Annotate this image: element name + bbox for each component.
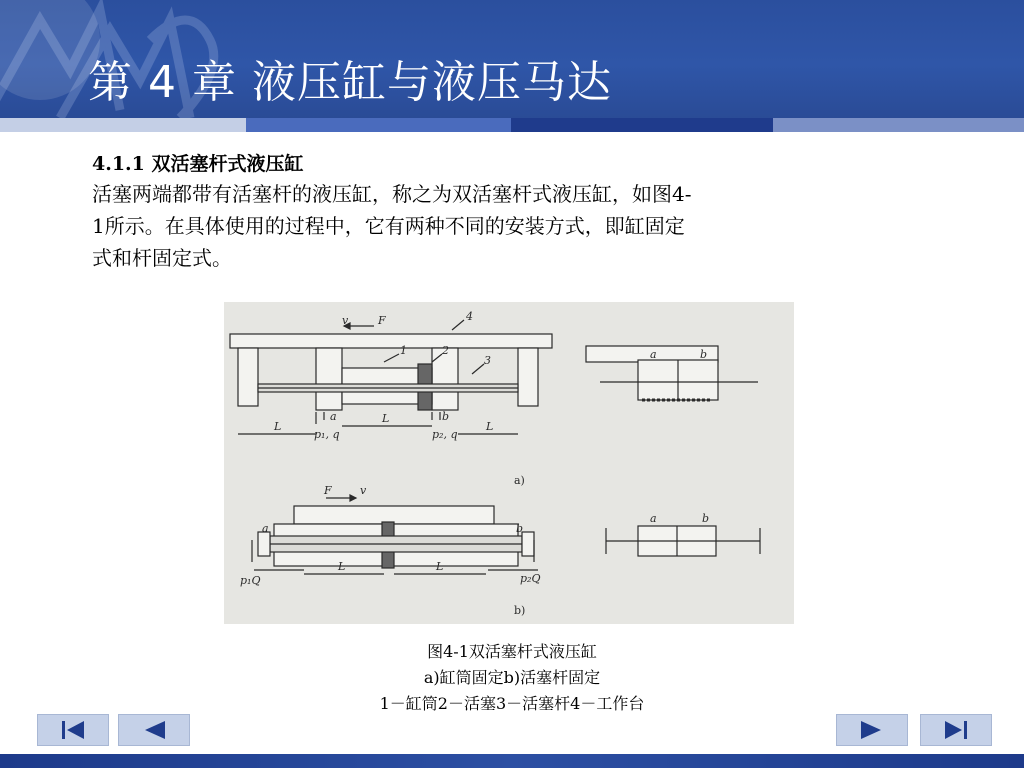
label-p2q: p₂, q [432,428,458,441]
symbol-b-label-a: a [650,512,657,525]
slide-title: 第 4 章 液压缸与液压马达 [88,57,612,108]
next-slide-button[interactable] [836,714,908,746]
label-L-mid: L [382,412,390,425]
last-slide-button[interactable] [920,714,992,746]
header-stripe-1 [0,118,246,132]
slide-footer-bar [0,754,1024,768]
paragraph-line: 式和杆固定式。 [92,246,232,270]
label-p2Q: p₂Q [520,572,541,585]
label-L-b-right: L [436,560,444,573]
first-slide-button[interactable] [37,714,109,746]
label-3: 3 [484,354,491,367]
label-F-b: F [324,484,332,497]
label-F: F [378,314,386,327]
label-b-port: b [442,410,450,423]
figure-caption-legend: 1－缸筒2－活塞3－活塞杆4－工作台 [379,694,645,713]
figure-double-rod-cylinder [224,302,794,624]
header-stripe-2 [246,118,511,132]
label-sub-b: b) [514,604,526,617]
label-L-left: L [274,420,282,433]
section-heading: 4.1.1 双活塞杆式液压缸 [92,153,304,175]
label-v-b: v [360,484,367,497]
symbol-a-label-b: b [700,348,708,361]
slide-header [0,0,1024,118]
label-v: v [342,314,349,327]
label-a-b: a [262,522,269,535]
cylinder-diagram [224,302,794,624]
paragraph-line: 活塞两端都带有活塞杆的液压缸，称之为双活塞杆式液压缸，如图4- [92,182,692,206]
skip-to-end-icon [941,719,971,741]
header-stripe-4 [773,118,1024,132]
previous-slide-button[interactable] [118,714,190,746]
figure-caption-title: 图4-1双活塞杆式液压缸 [427,642,597,661]
symbol-b-label-b: b [702,512,710,525]
header-stripe-3 [511,118,773,132]
symbol-a-label-a: a [650,348,657,361]
label-1: 1 [400,344,407,357]
arrow-left-icon [139,719,169,741]
figure-caption-subtitle: a)缸筒固定b)活塞杆固定 [423,668,601,687]
label-2: 2 [442,344,449,357]
paragraph-line: 1所示。在具体使用的过程中，它有两种不同的安装方式，即缸固定 [92,214,685,238]
label-b-b: b [516,522,524,535]
label-p1q: p₁, q [314,428,340,441]
arrow-right-icon [857,719,887,741]
slide-body [92,150,952,274]
skip-to-start-icon [58,719,88,741]
label-4: 4 [466,310,473,323]
label-p1Q: p₁Q [240,574,261,587]
label-L-right: L [486,420,494,433]
label-sub-a: a) [514,474,525,487]
label-L-b-left: L [338,560,346,573]
label-a-port: a [330,410,337,423]
